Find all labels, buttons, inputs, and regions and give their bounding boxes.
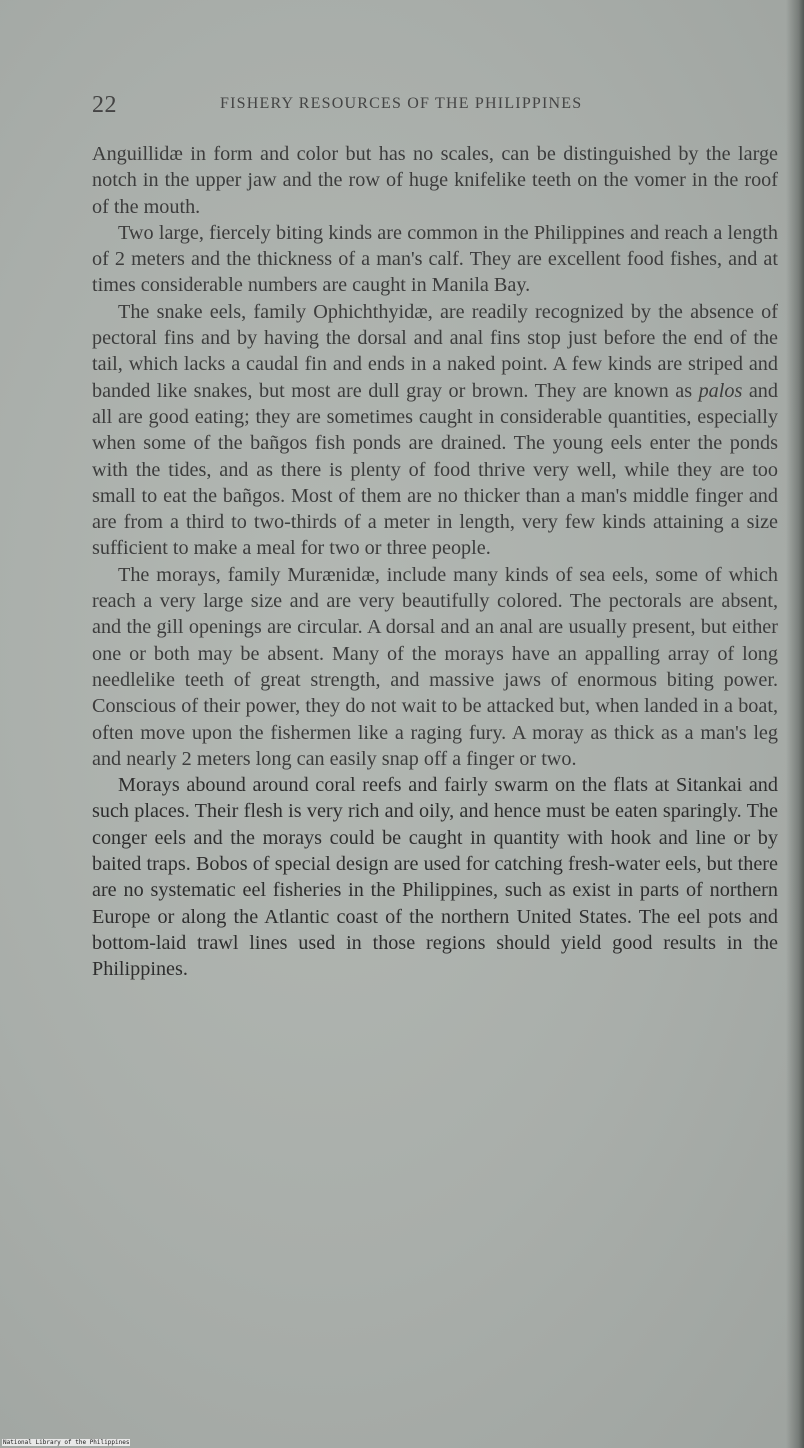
library-credit: National Library of the Philippines: [3, 1439, 130, 1446]
body-text: [92, 141, 778, 983]
paragraph-snake-eels: [92, 299, 778, 562]
page-number: 22: [92, 92, 117, 118]
paragraph-morays: The morays, family Murænidæ, include many kinds of sea eels, some of which reach a very large size and are very beautifully colored. The pectorals are absent, and the gill openings are circular. A dorsal and an anal are usually present, but either one or both may be absent. Many of the morays have an appalling array of long needlelike teeth of great strength, and massive jaws of enormous biting power. Conscious of their power, they do not wait to be attacked but, when landed in a boat, often move upon the fishermen like a raging fury. A moray as thick as a man's leg and nearly 2 meters long can easily snap off a finger or two.: [92, 563, 778, 770]
paragraph-continuation: Anguillidæ in form and color but has no scales, can be distinguished by the large notch in the upper jaw and the row of huge knifelike teeth on the vomer in the roof of the mouth.: [92, 143, 778, 218]
page-edge-shadow: [786, 0, 804, 1448]
snake-eels-text-start: The snake eels, family Ophichthyidæ, are readily recognized by the absence of pectoral fins and by having the dorsal and anal fins stop just before the end of the tail, which lacks a caudal fin and ends in a naked point. A few kinds are striped and banded like snakes, but most are dull gray or brown. They are known as: [92, 300, 778, 402]
snake-eels-text-end: and all are good eating; they are sometimes caught in considerable quantities, especially when some of the bañgos fish ponds are drained. The young eels enter the ponds with the tides, and as there is plenty of food thrive very well, while they are too small to eat the bañgos. Most of them are no thicker than a man's middle finger and are from a third to two-thirds of a meter in length, very few kinds attaining a size sufficient to make a meal for two or three people.: [92, 379, 778, 560]
page-header: [92, 92, 782, 120]
palos-term: palos: [698, 379, 743, 402]
running-head: FISHERY RESOURCES OF THE PHILIPPINES: [220, 95, 583, 112]
paragraph-moray-fisheries: Morays abound around coral reefs and fairly swarm on the flats at Sitankai and such places. Their flesh is very rich and oily, and hence must be eaten sparingly. The conger eels and the morays could be caught in quantity with hook and line or by baited traps. Bobos of special design are used for catching fresh-water eels, but there are no systematic eel fisheries in the Philippines, such as exist in parts of northern Europe or along the Atlantic coast of the northern United States. The eel pots and bottom-laid trawl lines used in those regions should yield good results in the Philippines.: [92, 774, 778, 981]
paragraph-large-eels: Two large, fiercely biting kinds are common in the Philippines and reach a length of 2 meters and the thickness of a man's calf. They are excellent food fishes, and at times considerable numbers are caught in Manila Bay.: [92, 221, 778, 297]
